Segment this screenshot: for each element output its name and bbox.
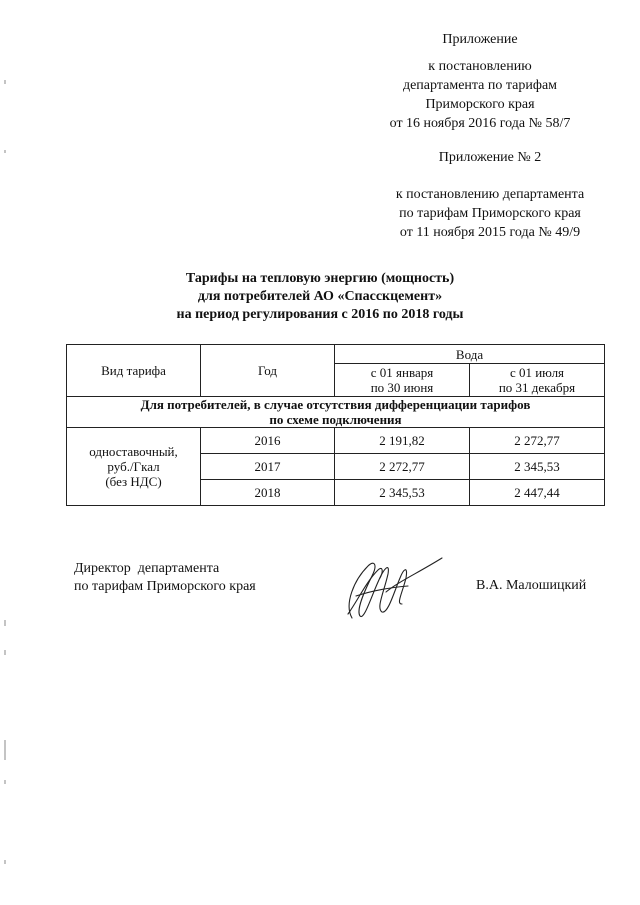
year-cell: 2016 [201, 428, 335, 454]
header-water: Вода [335, 345, 605, 364]
signer-name: В.А. Малошицкий [476, 578, 587, 593]
tariff-type-cell: одноставочный, руб./Гкал (без НДС) [67, 428, 201, 506]
document-title [100, 270, 540, 324]
title-line: Тарифы на тепловую энергию (мощность) [185, 271, 455, 286]
appendix-2-line: от 11 ноября 2015 года № 49/9 [399, 225, 581, 240]
value-cell: 2 447,44 [470, 480, 605, 506]
value-cell: 2 345,53 [470, 454, 605, 480]
appendix-header [360, 30, 600, 133]
tariff-table [66, 344, 605, 506]
appendix-2-line: к постановлению департамента [395, 187, 585, 202]
title-line: на период регулирования с 2016 по 2018 годы [176, 307, 464, 322]
value-cell: 2 345,53 [335, 480, 470, 506]
year-cell: 2018 [201, 480, 335, 506]
appendix-title: Приложение [442, 32, 518, 47]
section-header: Для потребителей, в случае отсутствия дифференциации тарифов по схеме подключения [67, 397, 605, 428]
appendix-2-header [380, 148, 600, 242]
appendix-line: к постановлению [428, 59, 532, 74]
year-cell: 2017 [201, 454, 335, 480]
header-year: Год [201, 345, 335, 397]
appendix-line: Приморского края [425, 97, 535, 112]
appendix-2-title: Приложение № 2 [438, 150, 542, 165]
title-line: для потребителей АО «Спасскцемент» [197, 289, 443, 304]
header-tariff-type: Вид тарифа [67, 345, 201, 397]
value-cell: 2 272,77 [335, 454, 470, 480]
scan-edge-marks [3, 0, 7, 905]
handwritten-signature [338, 552, 448, 624]
header-period-second-half: с 01 июля по 31 декабря [470, 364, 605, 397]
value-cell: 2 191,82 [335, 428, 470, 454]
appendix-line: департамента по тарифам [402, 78, 558, 93]
appendix-line: от 16 ноября 2016 года № 58/7 [389, 116, 571, 131]
director-position: Директор департамента по тарифам Приморского края [74, 561, 256, 594]
table-row [67, 428, 605, 454]
header-period-first-half: с 01 января по 30 июня [335, 364, 470, 397]
value-cell: 2 272,77 [470, 428, 605, 454]
appendix-2-line: по тарифам Приморского края [399, 206, 581, 221]
